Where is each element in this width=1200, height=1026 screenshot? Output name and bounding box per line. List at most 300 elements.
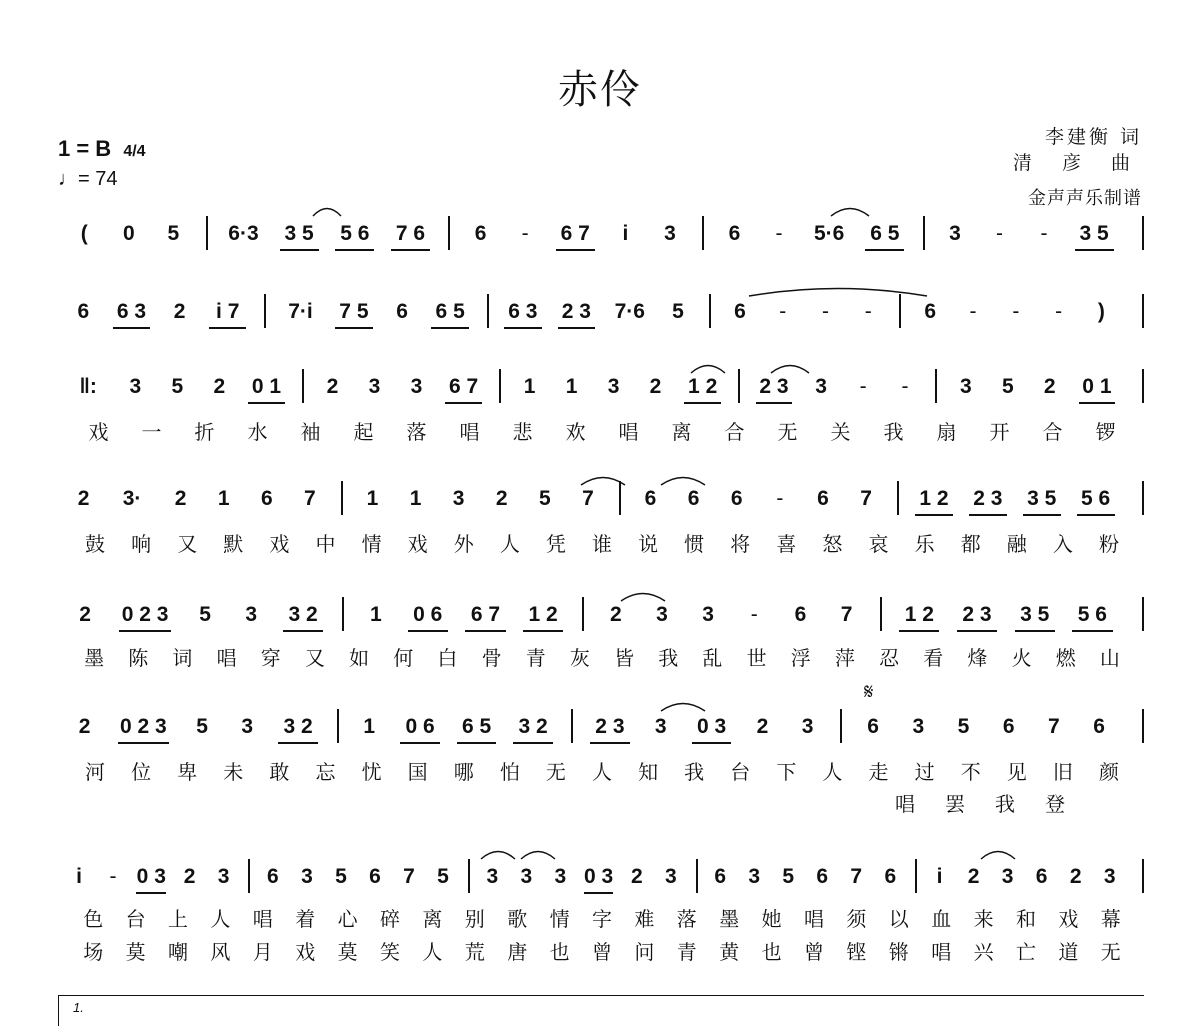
beam-underline [899, 630, 939, 632]
volta-label: 1. [73, 1000, 84, 1015]
note: 2 [495, 487, 508, 510]
lyric-char: 台 [125, 907, 146, 931]
lyric-char: 过 [914, 760, 935, 784]
lyric-char: 青 [676, 940, 697, 964]
note: 3 5 [1020, 603, 1050, 626]
barline [1142, 709, 1144, 743]
lyric-char: 灰 [569, 646, 590, 670]
sustain-dash: - [969, 300, 977, 323]
note: 1 2 [528, 603, 558, 626]
lyric-char: 血 [931, 907, 952, 931]
note: 2 [967, 865, 980, 888]
lyric-char: 别 [464, 907, 485, 931]
lyricist-credit: 李建衡 词 [1044, 126, 1142, 148]
lyric-char: 色 [83, 907, 104, 931]
lyric-char: 火 [1011, 646, 1032, 670]
lyric-char: 关 [830, 420, 851, 444]
lyric-char: 碎 [380, 907, 400, 931]
lyric-char: 戏 [407, 532, 428, 556]
note: 2 [756, 715, 769, 738]
slur-arc [580, 474, 626, 486]
note: 5 [171, 375, 184, 398]
note: 3 [801, 715, 814, 738]
beam-underline [445, 402, 482, 404]
note: 6 [474, 222, 487, 245]
sustain-dash: - [864, 300, 872, 323]
note: 0 2 3 [119, 715, 167, 738]
lyric-char: 我 [658, 646, 679, 670]
lyric-char: 人 [592, 760, 612, 784]
lyric-char: 戏 [295, 940, 316, 964]
lyric-char: 落 [676, 907, 697, 931]
note: 3 [410, 375, 423, 398]
beam-underline [136, 892, 166, 894]
beam-underline [113, 327, 150, 329]
lyric-char: 戏 [88, 420, 109, 444]
note: 6 [794, 603, 807, 626]
note: 1 [370, 603, 382, 626]
lyric-char: 默 [223, 532, 244, 556]
lyric-char: 合 [724, 420, 745, 444]
lyric-char: 哪 [453, 760, 474, 784]
beam-underline [513, 742, 553, 744]
lyric-char: 陈 [128, 646, 149, 670]
barline [302, 369, 304, 403]
note: 6 [816, 865, 829, 888]
note: 1 [366, 487, 379, 510]
lyric-char: 融 [1006, 532, 1027, 556]
note: ) [1097, 300, 1105, 323]
beam-underline [915, 514, 953, 516]
note: 6 3 [116, 300, 147, 323]
lyric-char: 如 [349, 646, 370, 670]
note: 2 3 [962, 603, 992, 626]
note: 6 [396, 300, 408, 323]
lyric-char: 开 [989, 420, 1010, 444]
note: 3 5 [284, 222, 314, 245]
beam-underline [283, 630, 323, 632]
lyric-char: 情 [361, 532, 382, 556]
note: 6 5 [870, 222, 900, 245]
note: 3 [554, 865, 567, 888]
lyrics-line [0, 756, 1200, 784]
lyric-char: 鼓 [85, 532, 106, 556]
slur-arc [748, 285, 928, 297]
barline [619, 481, 621, 515]
lyric-char: 她 [761, 907, 782, 931]
note: 6 [924, 300, 937, 323]
lyric-char: 惯 [684, 532, 705, 556]
lyric-char: 响 [131, 532, 152, 556]
note: 6 [817, 487, 829, 510]
note: 2 3 [561, 300, 591, 323]
lyric-char: 又 [304, 646, 325, 670]
song-title: 赤伶 [558, 67, 642, 113]
lyric-char: 词 [172, 646, 193, 670]
lyric-char: 扇 [936, 420, 957, 444]
note: 6 [77, 300, 90, 323]
lyric-char: 山 [1099, 646, 1120, 670]
lyric-char: 袖 [300, 420, 321, 444]
note: 3 [702, 603, 714, 626]
note: 5 [335, 865, 347, 888]
lyric-char: 我 [995, 792, 1015, 816]
lyric-char: 上 [168, 907, 188, 931]
quarter-note-icon: ♩ [58, 168, 78, 190]
slur-arc [830, 205, 870, 217]
lyric-char: 走 [868, 760, 889, 784]
note: 5 [957, 715, 970, 738]
sustain-dash: - [1012, 300, 1020, 323]
note: 0 [122, 222, 135, 245]
composer-credit: 清 彦 曲 [1012, 152, 1142, 174]
note: 5 6 [1077, 603, 1107, 626]
note: 7 [840, 603, 853, 626]
sustain-dash: - [1040, 222, 1048, 245]
note: 3 [129, 375, 142, 398]
lyric-char: 离 [671, 420, 692, 444]
lyric-char: 锣 [1095, 420, 1116, 444]
lyric-char: 骨 [481, 646, 502, 670]
lyric-char: 人 [422, 940, 443, 964]
lyric-char: 悲 [512, 420, 533, 444]
score-line [0, 222, 1200, 262]
lyric-char: 落 [406, 420, 427, 444]
note: 6 3 [508, 300, 538, 323]
lyric-char: 未 [223, 760, 244, 784]
note: 3 [748, 865, 761, 888]
barline [880, 597, 882, 631]
note: 2 3 [595, 715, 625, 738]
note: 7 6 [395, 222, 426, 245]
lyric-char: 莫 [337, 940, 358, 964]
barline [448, 216, 450, 250]
note: 0 6 [405, 715, 435, 738]
note: 6 7 [470, 603, 501, 626]
note: 5 [196, 715, 208, 738]
lyric-char: 起 [353, 420, 374, 444]
lyric-char: 我 [684, 760, 705, 784]
beam-underline [590, 742, 630, 744]
note: 3 [1103, 865, 1116, 888]
note: 7 [1048, 715, 1060, 738]
barline [935, 369, 937, 403]
lyric-char: 唐 [507, 940, 528, 964]
sustain-dash: - [859, 375, 867, 398]
note: 3· [122, 487, 142, 510]
note: 1 2 [904, 603, 934, 626]
slur-arc [520, 848, 556, 860]
barline [709, 294, 711, 328]
tempo-value: = 74 [78, 168, 118, 190]
sustain-dash: - [109, 865, 117, 888]
lyric-char: 燃 [1055, 646, 1076, 670]
lyric-char: 浮 [790, 646, 811, 670]
note: 1 2 [688, 375, 718, 398]
beam-underline [391, 249, 430, 251]
beam-underline [408, 630, 448, 632]
lyric-char: 说 [638, 532, 659, 556]
lyric-char: 水 [247, 420, 268, 444]
lyric-char: 铿 [846, 940, 867, 964]
lyric-char: 歌 [507, 907, 528, 931]
note: 2 [183, 865, 196, 888]
lyric-char: 登 [1045, 792, 1065, 816]
sustain-dash: - [775, 222, 783, 245]
note: 2 [79, 603, 91, 626]
note: 2 3 [759, 375, 789, 398]
note: 1 [523, 375, 536, 398]
beam-underline [119, 630, 171, 632]
note: 5 [539, 487, 551, 510]
barline [206, 216, 208, 250]
note: 2 [326, 375, 339, 398]
lyric-char: 墨 [84, 646, 105, 670]
barline [487, 294, 489, 328]
beam-underline [558, 327, 595, 329]
note: 7·6 [614, 300, 645, 323]
note: 6 5 [461, 715, 492, 738]
lyric-char: 欢 [565, 420, 586, 444]
lyric-char: 谁 [592, 532, 612, 556]
lyric-char: 唱 [459, 420, 480, 444]
barline [1142, 481, 1144, 515]
note: 2 [77, 487, 90, 510]
lyric-char: 嘲 [168, 940, 188, 964]
note: 3 5 [1079, 222, 1109, 245]
volta-bracket [58, 995, 1144, 1026]
sustain-dash: - [750, 603, 758, 626]
barline [702, 216, 704, 250]
lyric-char: 须 [846, 907, 867, 931]
note: 6 [1093, 715, 1105, 738]
note: 5 [672, 300, 684, 323]
note: 0 1 [251, 375, 282, 398]
sustain-dash: - [779, 300, 787, 323]
note: 3 [301, 865, 313, 888]
note: 3 [815, 375, 827, 398]
beam-underline [556, 249, 595, 251]
lyrics-line [0, 528, 1200, 556]
lyric-char: 忍 [879, 646, 900, 670]
lyric-char: 不 [960, 760, 981, 784]
note: 2 [173, 300, 186, 323]
note: 3 5 [1027, 487, 1057, 510]
note: 3 [665, 865, 677, 888]
lyric-char: 笑 [380, 940, 400, 964]
barline [1142, 369, 1144, 403]
lyric-char: 河 [85, 760, 106, 784]
note: i [76, 865, 82, 888]
note: 3 [654, 715, 667, 738]
barline [696, 859, 698, 893]
note: 6 5 [435, 300, 465, 323]
slur-arc [620, 590, 666, 602]
note: 6 [369, 865, 381, 888]
lyric-char: 何 [393, 646, 414, 670]
note: 3 [656, 603, 668, 626]
barline [582, 597, 584, 631]
barline [899, 294, 901, 328]
lyric-char: 戏 [1058, 907, 1079, 931]
note: 6 [728, 222, 741, 245]
note: 2 [213, 375, 226, 398]
lyric-char: 粉 [1098, 532, 1119, 556]
note: ‖: [79, 375, 97, 398]
note: 5·6 [813, 222, 845, 245]
lyric-char: 见 [1006, 760, 1027, 784]
note: 6·3 [228, 222, 259, 245]
note: 3 [607, 375, 620, 398]
beam-underline [504, 327, 541, 329]
lyric-char: 道 [1058, 940, 1079, 964]
lyric-char: 人 [822, 760, 843, 784]
note: 6 7 [560, 222, 590, 245]
lyric-char: 合 [1042, 420, 1063, 444]
barline [337, 709, 339, 743]
lyric-char: 荒 [464, 940, 485, 964]
note: 1 [363, 715, 376, 738]
lyric-char: 着 [295, 907, 316, 931]
score-line [0, 865, 1200, 905]
lyric-char: 亡 [1016, 940, 1036, 964]
lyric-char: 凭 [545, 532, 566, 556]
score-line [0, 375, 1200, 415]
note: 0 1 [1082, 375, 1112, 398]
barline [1142, 597, 1144, 631]
lyric-char: 幕 [1100, 907, 1121, 931]
slur-arc [660, 474, 706, 486]
lyric-char: 月 [252, 940, 273, 964]
score-line [0, 300, 1200, 340]
note: ( [80, 222, 88, 245]
note: i 7 [216, 300, 240, 323]
slur-arc [312, 205, 342, 217]
barline [571, 709, 573, 743]
lyric-char: 来 [973, 907, 994, 931]
beam-underline [280, 249, 319, 251]
beam-underline [756, 402, 793, 404]
lyric-char: 也 [761, 940, 782, 964]
note: i [936, 865, 943, 888]
barline [1142, 216, 1144, 250]
lyric-char: 也 [549, 940, 570, 964]
note: 5 6 [1081, 487, 1111, 510]
lyric-char: 无 [1100, 940, 1121, 964]
note: 6 [267, 865, 279, 888]
lyric-char: 情 [549, 907, 570, 931]
note: 5 [1001, 375, 1014, 398]
beam-underline [969, 514, 1007, 516]
note: 3 [912, 715, 925, 738]
beam-underline [335, 249, 374, 251]
note: 3 [217, 865, 230, 888]
lyric-char: 曾 [804, 940, 824, 964]
note: 3 [960, 375, 972, 398]
note: 3 [452, 487, 465, 510]
lyrics-line-2 [0, 788, 1200, 816]
note: 5 [437, 865, 449, 888]
slur-arc [690, 362, 726, 374]
note: 5 6 [340, 222, 370, 245]
slur-arc [770, 362, 810, 374]
lyric-char: 一 [141, 420, 162, 444]
note: 3 2 [288, 603, 318, 626]
note: 0 6 [413, 603, 443, 626]
barline [341, 481, 343, 515]
lyric-char: 哀 [868, 532, 889, 556]
note: 3 [486, 865, 499, 888]
beam-underline [1079, 402, 1116, 404]
beam-underline [684, 402, 721, 404]
lyric-char: 唱 [931, 940, 952, 964]
tempo-marking [58, 168, 117, 191]
note: 7 5 [339, 300, 369, 323]
note: 7·i [288, 300, 313, 323]
sustain-dash: - [776, 487, 784, 510]
key-signature [58, 136, 146, 162]
lyric-char: 外 [453, 532, 474, 556]
lyric-char: 锵 [888, 940, 909, 964]
score-line [0, 715, 1200, 755]
note: 6 [1035, 865, 1048, 888]
score-line [0, 487, 1200, 527]
lyric-char: 穿 [260, 646, 281, 670]
lyric-char: 唱 [252, 907, 273, 931]
note: 6 [867, 715, 879, 738]
beam-underline [523, 630, 563, 632]
note: 3 [241, 715, 254, 738]
key-text: 1 = B [58, 136, 112, 161]
note: 2 [1043, 375, 1056, 398]
lyric-char: 知 [638, 760, 659, 784]
note: 6 7 [448, 375, 479, 398]
lyric-char: 都 [960, 532, 981, 556]
beam-underline [400, 742, 440, 744]
lyric-char: 皆 [614, 646, 635, 670]
note: 2 [610, 603, 622, 626]
note: 0 3 [696, 715, 727, 738]
lyric-char: 唱 [895, 792, 915, 816]
slur-arc [480, 848, 516, 860]
lyric-char: 风 [210, 940, 231, 964]
note: 1 [565, 375, 578, 398]
producer-credit: 金声声乐制谱 [1028, 188, 1142, 209]
note: 2 [631, 865, 643, 888]
time-signature: 4/4 [123, 143, 146, 160]
score-line [0, 603, 1200, 643]
note: 0 3 [583, 865, 614, 888]
lyric-char: 墨 [719, 907, 740, 931]
lyric-char: 青 [525, 646, 546, 670]
lyric-char: 人 [499, 532, 520, 556]
lyric-char: 问 [634, 940, 655, 964]
note: 7 [403, 865, 415, 888]
lyric-char: 旧 [1052, 760, 1073, 784]
lyric-char: 字 [592, 907, 612, 931]
lyric-char: 国 [407, 760, 428, 784]
lyric-char: 怒 [822, 532, 843, 556]
note: 2 [78, 715, 91, 738]
beam-underline [465, 630, 505, 632]
lyric-char: 折 [194, 420, 215, 444]
barline [897, 481, 899, 515]
sustain-dash: - [995, 222, 1003, 245]
note: i [622, 222, 629, 245]
beam-underline [1075, 249, 1114, 251]
note: 1 [409, 487, 422, 510]
beam-underline [1072, 630, 1112, 632]
